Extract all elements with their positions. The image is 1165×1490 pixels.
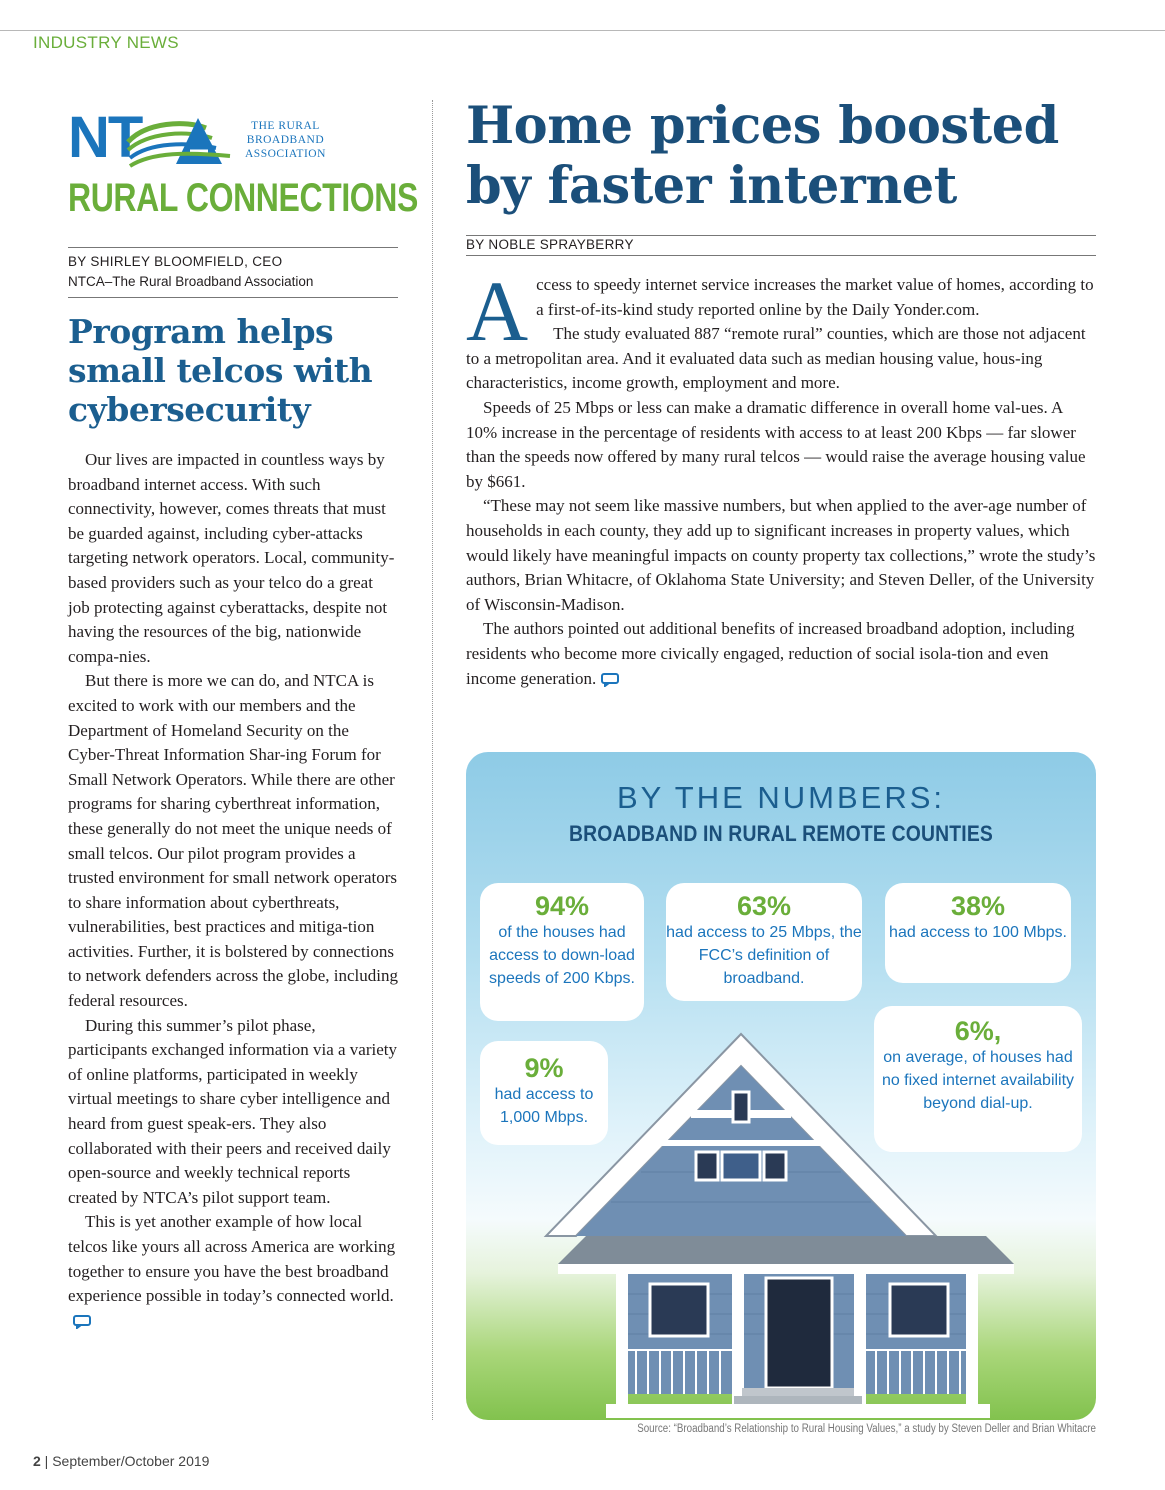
- footer-separator: |: [40, 1453, 53, 1469]
- column-paragraph: During this summer’s pilot phase, participants exchanged information via a variety of online platforms, participated in weekly virtual meetings to share cyber intelligence and heard from guest speak-ers. They also collaborated with their peers and received daily open-source and weekly technical reports created by NTCA’s pilot support team.: [68, 1015, 398, 1207]
- article-paragraph: The study evaluated 887 “remote rural” counties, which are those not adjacent to a metropolitan area. And it evaluated data such as median housing value, hous-ing characteristics, income growth, employment and more.: [466, 324, 1086, 393]
- drop-cap: A: [466, 263, 529, 359]
- stat-value-wrap: [874, 1016, 1082, 1046]
- column-divider: [432, 100, 433, 1420]
- section-label: INDUSTRY NEWS: [33, 33, 179, 52]
- stat-value: 38%: [950, 891, 1006, 921]
- logo-letters: NT: [68, 105, 142, 170]
- column-byline-author: BY SHIRLEY BLOOMFIELD, CEO: [68, 254, 283, 269]
- stat-card-6: [874, 1006, 1082, 1152]
- stat-value: 94%: [534, 891, 590, 921]
- stat-value: 6%: [954, 1016, 994, 1046]
- column-byline-org: NTCA–The Rural Broadband Association: [68, 274, 314, 289]
- stat-card-94: [480, 883, 644, 1021]
- stat-card-9: [480, 1041, 608, 1145]
- speech-bubble-icon: [72, 1314, 92, 1329]
- article-title: Home prices boosted by faster internet: [466, 96, 1059, 216]
- article-byline: BY NOBLE SPRAYBERRY: [466, 235, 1096, 256]
- stat-card-63: [666, 883, 862, 1001]
- page-number: 2: [33, 1453, 41, 1469]
- column-title: Program helps small telcos with cybersecurity: [68, 312, 373, 429]
- article-first-text: ccess to speedy internet service increases the market value of homes, according to a first-of-its-kind study reported online by the Daily Yonder.com.: [536, 275, 1094, 319]
- column-paragraph: Our lives are impacted in countless ways by broadband internet access. With such connectivity, however, comes threats that must be guarded against, including cyber-attacks targeting network operators. Local, community-based providers such as your telco do a great job protecting against cyberattacks, despite not having the resources of the big, nationwide compa-nies.: [68, 450, 395, 666]
- infographic: [466, 752, 1096, 1420]
- column-paragraph: But there is more we can do, and NTCA is excited to work with our members and the Department of Homeland Security on the Cyber-Threat Information Shar-ing Forum for Small Network Operators. While there are other programs for sharing cyberthreat information, these generally do not meet the unique needs of small telcos. Our pilot program provides a trusted environment for small network operators to share information about cyberthreats, vulnerabilities, best practices and mitiga-tion activities. Further, it is bolstered by connections to network defenders across the globe, including federal resources.: [68, 671, 398, 1011]
- stat-text: of the houses had access to down-load speeds of 200 Kbps.: [489, 924, 635, 987]
- article-paragraph-last: [466, 617, 1096, 691]
- section-rule: [0, 30, 1165, 31]
- column-paragraph-last: [68, 1210, 398, 1333]
- stat-text: on average, of houses had no fixed internet availability beyond dial-up.: [881, 1049, 1075, 1112]
- column-body: [68, 448, 398, 1333]
- logo-tagline-line: ASSOCIATION: [245, 148, 326, 160]
- stat-card-38: [885, 883, 1071, 983]
- column-name: RURAL CONNECTIONS: [68, 176, 418, 220]
- stat-text: had access to 100 Mbps.: [889, 924, 1067, 941]
- issue-date: September/October 2019: [52, 1453, 210, 1469]
- column-byline: [68, 247, 398, 298]
- stat-text: had access to 1,000 Mbps.: [494, 1086, 594, 1126]
- stat-text: had access to 25 Mbps, the FCC’s definition of broadband.: [666, 924, 862, 987]
- infographic-source: Source: “Broadband’s Relationship to Rural Housing Values,” a study by Steven Deller and Brian Whitacre: [637, 1423, 1096, 1435]
- article-body: [466, 263, 1096, 691]
- article-paragraph: “These may not seem like massive numbers, but when applied to the aver-age number of households in each county, they add up to significant increases in property values, which would likely have meaningful impacts on county property tax collections,” wrote the study’s authors, Brian Whitacre, of Oklahoma State University; and Steven Deller, of the University of Wisconsin-Madison.: [466, 496, 1096, 614]
- logo-wave-graphic: [126, 114, 244, 170]
- page-footer: [33, 1453, 209, 1469]
- ntca-logo: [68, 105, 368, 172]
- logo-tagline: [245, 119, 326, 161]
- article-paragraph-text: The authors pointed out additional benefits of increased broadband adoption, including residents who become more civically engaged, reduction of social isola-tion and even income generation.: [466, 619, 1075, 688]
- logo-tagline-line: THE RURAL: [251, 120, 320, 132]
- infographic-heading: BY THE NUMBERS:: [616, 780, 946, 815]
- stat-value-suffix: ,: [993, 1016, 1002, 1046]
- article-paragraph: Speeds of 25 Mbps or less can make a dramatic difference in overall home val-ues. A 10% increase in the percentage of residents with access to at least 200 Kbps — far slower than the speeds now offered by many rural telcos — would raise the average housing value by $661.: [466, 397, 1086, 491]
- logo-tagline-line: BROADBAND: [246, 134, 325, 146]
- stat-value: 63%: [736, 891, 792, 921]
- stat-value: 9%: [524, 1053, 564, 1083]
- speech-bubble-icon: [600, 672, 620, 687]
- infographic-subheading: BROADBAND IN RURAL REMOTE COUNTIES: [568, 821, 994, 846]
- column-paragraph-text: This is yet another example of how local telcos like yours all across America are working together to ensure you have the best broadband experience possible in today’s connected world.: [68, 1212, 396, 1306]
